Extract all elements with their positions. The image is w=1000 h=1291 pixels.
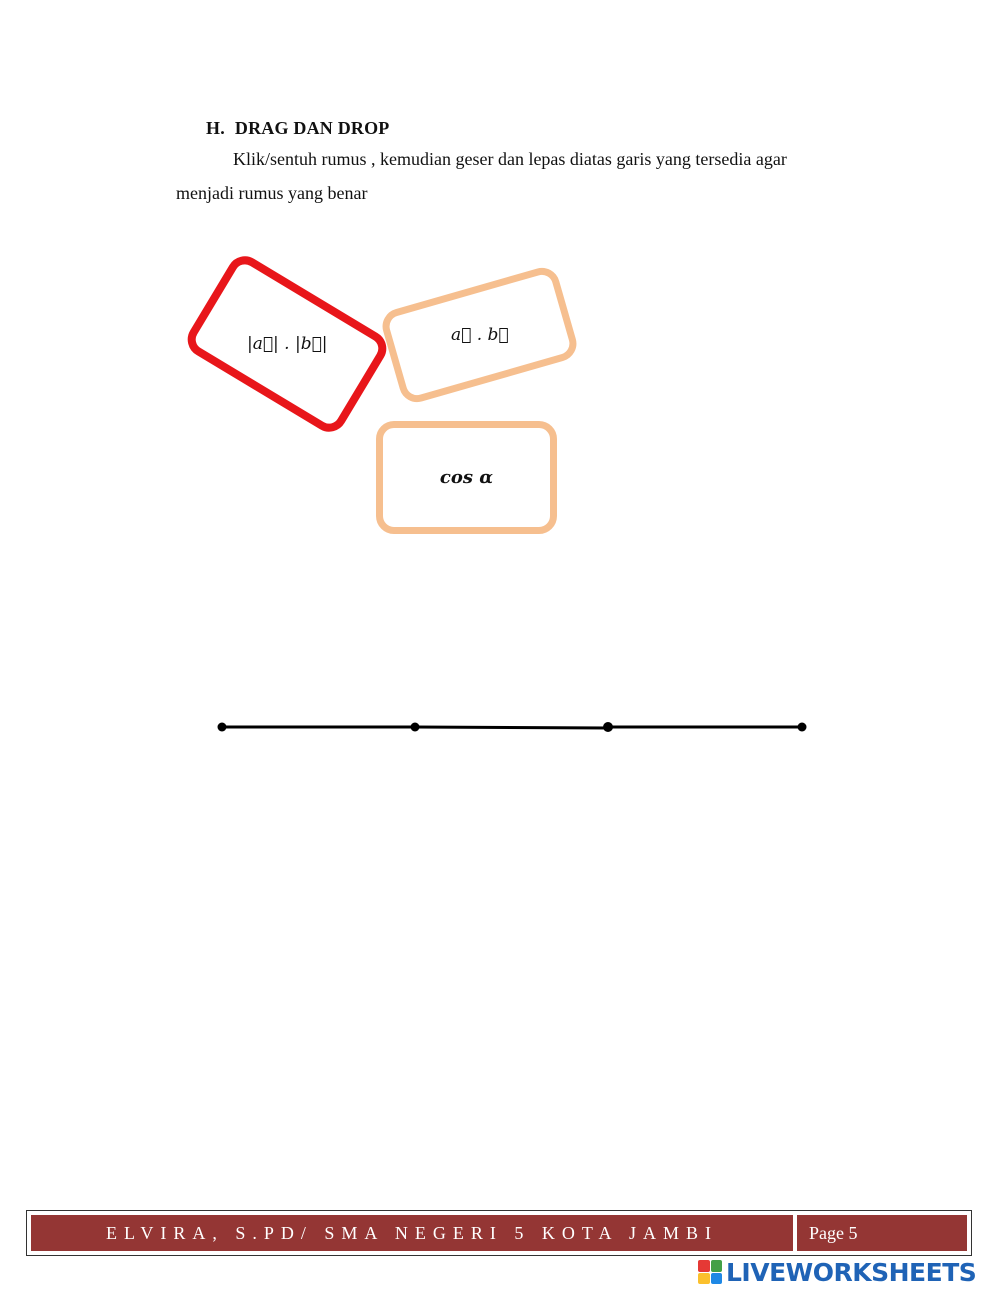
card-label: cos α: [439, 467, 494, 488]
slot-endpoint-dot: [411, 723, 420, 732]
instruction-line-1: Klik/sentuh rumus , kemudian geser dan lepas diatas garis yang tersedia agar: [233, 149, 787, 169]
slot-endpoint-dot: [218, 723, 227, 732]
liveworksheets-logo-icon: [698, 1260, 722, 1284]
section-number: H.: [206, 118, 225, 138]
brand-text: LIVEWORKSHEETS: [726, 1257, 977, 1287]
card-label: |a⃗| . |b⃗|: [246, 333, 328, 354]
section-title: DRAG DAN DROP: [234, 118, 390, 138]
drop-slot-2[interactable]: [415, 727, 609, 728]
card-label: a⃗ . b⃗: [450, 325, 509, 346]
footer-page-number: Page 5: [797, 1215, 967, 1251]
slot-endpoint-dot: [603, 722, 613, 732]
footer-author: ELVIRA, S.PD/ SMA NEGERI 5 KOTA JAMBI: [31, 1215, 793, 1251]
slot-endpoint-dot: [798, 723, 807, 732]
liveworksheets-brand: [698, 1257, 976, 1287]
page-footer: [26, 1210, 972, 1256]
instruction-line-2: menjadi rumus yang benar: [176, 183, 368, 203]
